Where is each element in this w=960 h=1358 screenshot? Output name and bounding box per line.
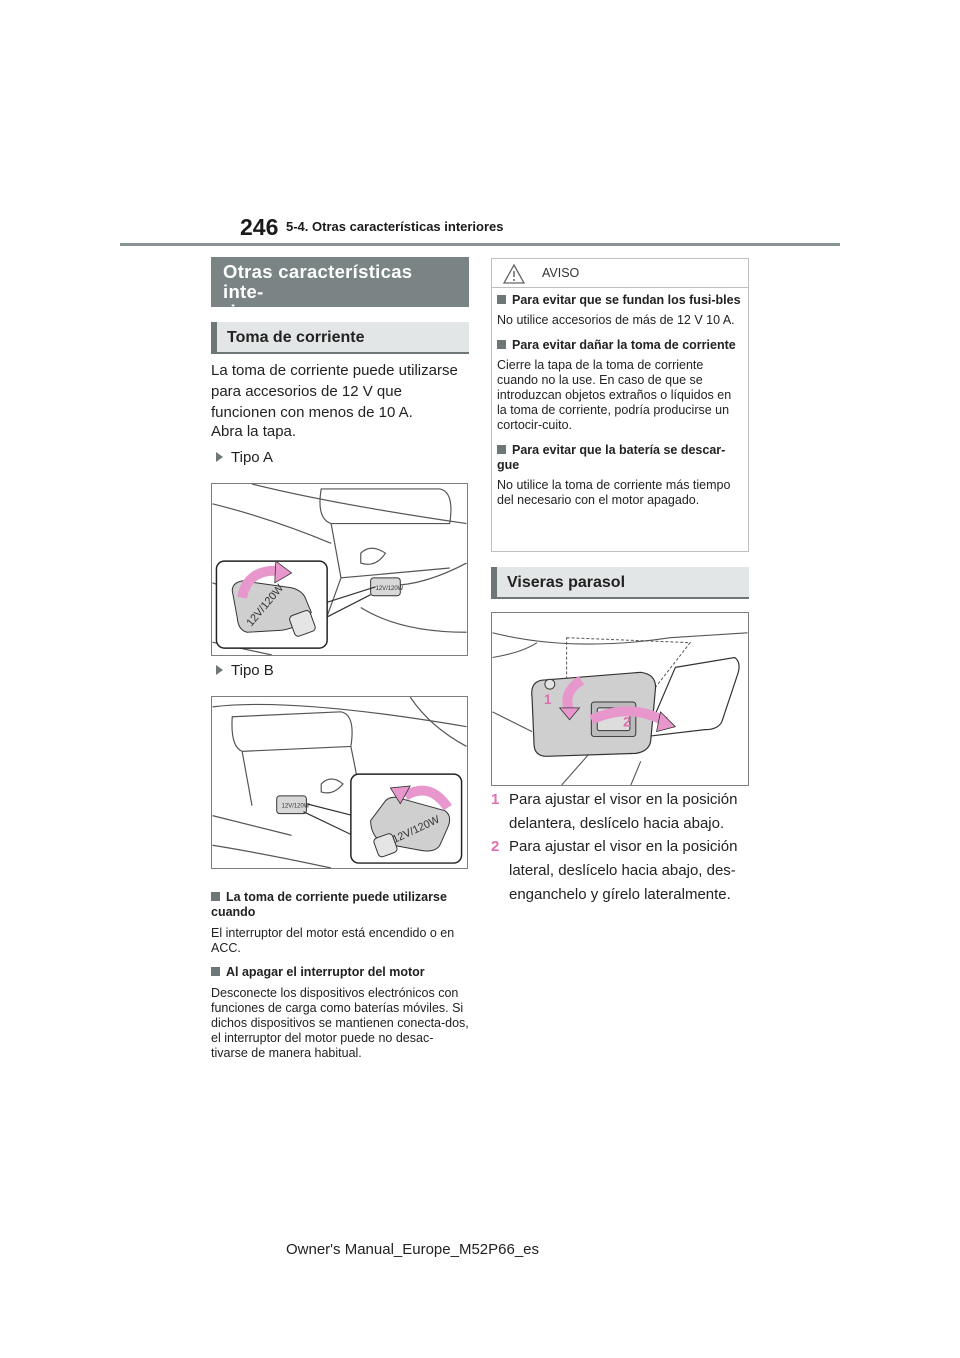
step-1-text: Para ajustar el visor en la posición delantera, deslícelo hacia abajo. <box>509 791 738 832</box>
warning-icon <box>502 263 526 290</box>
square-bullet-icon <box>497 445 506 454</box>
subsection-banner-power-outlet: Toma de corriente <box>211 322 469 354</box>
warning3-title: Para evitar que la batería se descar-gue <box>497 443 726 472</box>
square-bullet-icon <box>211 892 220 901</box>
square-bullet-icon <box>497 340 506 349</box>
intro-paragraph: La toma de corriente puede utilizarse para accesorios de 12 V que funcionen con menos de 10 A. <box>211 362 458 421</box>
figure-number-1: 1 <box>543 690 552 707</box>
page-number: 246 <box>240 214 279 240</box>
figure-type-a <box>211 483 468 656</box>
section-title: 5-4. Otras características interiores <box>286 219 504 234</box>
figure-sun-visor <box>491 612 749 786</box>
step-1-number: 1 <box>491 791 500 808</box>
step-2-number: 2 <box>491 838 500 855</box>
open-cover-text: Abra la tapa. <box>211 423 297 440</box>
note1-body: El interruptor del motor está encendido o en ACC. <box>211 926 455 955</box>
note-usage-condition <box>211 890 469 956</box>
figure-number-2: 2 <box>622 713 631 730</box>
warning2-title: Para evitar dañar la toma de corriente <box>512 338 736 352</box>
note2-title: Al apagar el interruptor del motor <box>226 965 425 979</box>
type-b-text: Tipo B <box>231 662 274 679</box>
triangle-bullet-icon <box>216 665 223 675</box>
warning3-body: No utilice la toma de corriente más tiempo del necesario con el motor apagado. <box>497 478 731 507</box>
footer-manual-id: Owner's Manual_Europe_M52P66_es <box>286 1241 540 1258</box>
triangle-bullet-icon <box>216 452 223 462</box>
warning1-title: Para evitar que se fundan los fusi-bles <box>512 293 741 307</box>
outlet-cover-label: 12V/120W <box>244 582 287 629</box>
note1-title: La toma de corriente puede utilizarse cuando <box>211 890 447 919</box>
outlet-label-small: 12V/120W <box>281 803 310 810</box>
step-2-text: Para ajustar el visor en la posición lateral, deslícelo hacia abajo, des-enganchelo y gírelo lateralmente. <box>509 838 738 903</box>
type-a-text: Tipo A <box>231 449 273 466</box>
warning-box <box>491 258 749 552</box>
chapter-banner: Otras características inte- riores <box>211 257 469 307</box>
note-engine-off <box>211 965 469 1061</box>
header-divider <box>120 243 840 246</box>
warning1-body: No utilice accesorios de más de 12 V 10 A. <box>497 313 735 327</box>
square-bullet-icon <box>497 295 506 304</box>
warning2-body: Cierre la tapa de la toma de corriente cuando no la use. En caso de que se introduzcan objetos extraños o líquidos en la toma de corriente, podría producirse un cortocir-cuito. <box>497 358 732 432</box>
type-a-label <box>216 447 273 468</box>
power-outlet-type-b-illustration <box>212 697 467 868</box>
power-outlet-type-a-illustration <box>212 484 467 655</box>
note2-body: Desconecte los dispositivos electrónicos con funciones de carga como baterías móviles. Si dichos dispositivos se mantienen conecta-dos, el interruptor del motor puede no desac-tivarse de manera habitual. <box>211 986 469 1060</box>
step-1 <box>491 788 749 836</box>
square-bullet-icon <box>211 967 220 976</box>
outlet-cover-label: 12V/120W <box>390 813 442 846</box>
warning-title: AVISO <box>542 266 580 280</box>
type-b-label <box>216 660 274 681</box>
step-2 <box>491 835 749 907</box>
subsection-banner-sun-visors: Viseras parasol <box>491 567 749 599</box>
figure-type-b <box>211 696 468 869</box>
outlet-label-small: 12V/120W <box>375 585 404 592</box>
sun-visor-illustration <box>492 613 748 785</box>
